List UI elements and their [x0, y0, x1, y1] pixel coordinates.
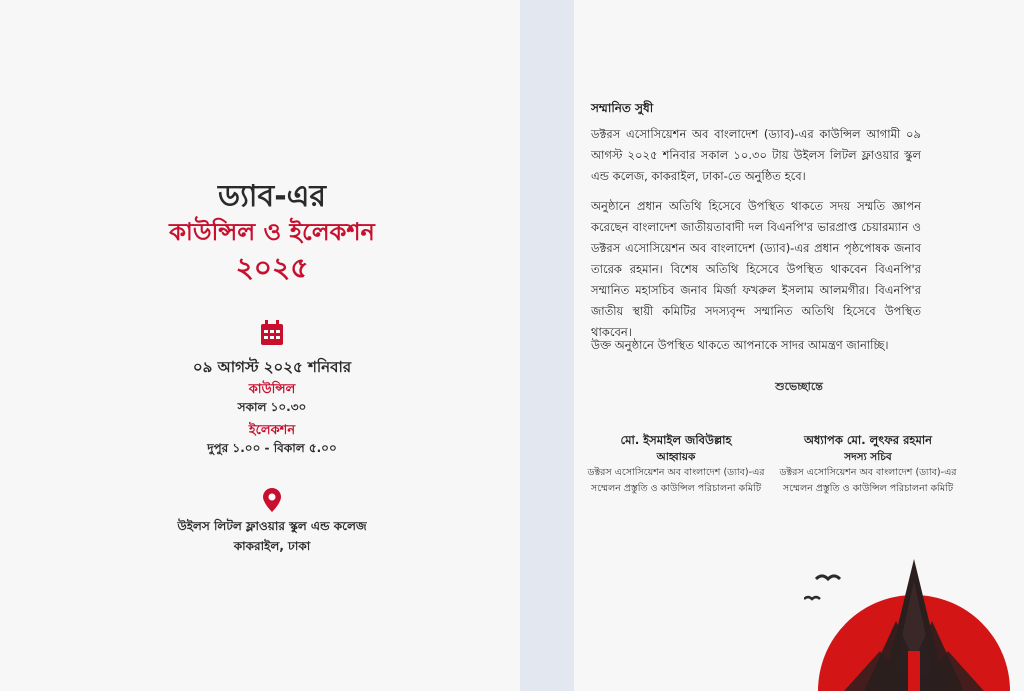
signatory-2-org-line-1: ডক্টরস এসোসিয়েশন অব বাংলাদেশ (ড্যাব)-এর	[779, 467, 957, 478]
salutation: সম্মানিত সুধী	[591, 101, 654, 115]
signatory-1-org-line-1: ডক্টরস এসোসিয়েশন অব বাংলাদেশ (ড্যাব)-এর	[587, 467, 765, 478]
bird-icon	[816, 576, 840, 579]
page-spine	[520, 0, 574, 691]
council-time: সকাল ১০.৩০	[237, 400, 307, 414]
venue-line-1: উইলস লিটল ফ্লাওয়ার স্কুল এন্ড কলেজ	[177, 519, 367, 533]
signatory-1-role: আহ্বায়ক	[656, 451, 696, 463]
venue-line-2: কাকরাইল, ঢাকা	[233, 539, 311, 553]
signatory-1-name: মো. ইসমাইল জবিউল্লাহ	[620, 433, 732, 447]
paragraph-1: ডক্টরস এসোসিয়েশন অব বাংলাদেশ (ড্যাব)-এর কাউন্সিল আগামী ০৯ আগস্ট ২০২৫ শনিবার সকাল ১০.৩০ টায় উইলস লিটল ফ্লাওয়ার স্কুল এন্ড কলেজ, কাকরাইল, ঢাকা-তে অনুষ্ঠিত হবে।	[591, 127, 921, 183]
calendar-icon	[260, 320, 284, 346]
signatory-2-role: সদস্য সচিব	[844, 451, 892, 463]
signatory-2-org-line-2: সম্মেলন প্রস্তুতি ও কাউন্সিল পরিচালনা কমিটি	[782, 483, 954, 494]
title-line-2: কাউন্সিল ও ইলেকশন	[169, 218, 375, 246]
signatory-1-org-line-2: সম্মেলন প্রস্তুতি ও কাউন্সিল পরিচালনা কমিটি	[590, 483, 762, 494]
signatory-1	[586, 431, 766, 497]
signatory-2-name: অধ্যাপক মো. লুৎফর রহমান	[803, 433, 933, 447]
closing-greeting: শুভেচ্ছান্তে	[775, 380, 823, 393]
title-line-1: ড্যাব-এর	[218, 179, 326, 214]
signatory-2	[778, 431, 958, 497]
paragraph-2: অনুষ্ঠানে প্রধান অতিথি হিসেবে উপস্থিত থাকতে সদয় সম্মতি জ্ঞাপন করেছেন বাংলাদেশ জাতীয়তাবাদী দল বিএনপি'র ভারপ্রাপ্ত চেয়ারম্যান ও ডক্টরস এসোসিয়েশন অব বাংলাদেশ (ড্যাব)-এর প্রধান পৃষ্ঠপোষক জনাব তারেক রহমান। বিশেষ অতিথি হিসেবে উপস্থিত থাকবেন বিএনপি'র সম্মানিত মহাসচিব জনাব মির্জা ফখরুল ইসলাম আলমগীর। বিএনপি'র জাতীয় স্থায়ী কমিটির সদস্যবৃন্দ সম্মানিত অতিথি হিসেবে উপস্থিত থাকবেন।	[591, 199, 921, 339]
event-date: ০৯ আগস্ট ২০২৫ শনিবার	[192, 358, 352, 376]
election-label: ইলেকশন	[248, 423, 296, 438]
paragraph-3: উক্ত অনুষ্ঠানে উপস্থিত থাকতে আপনাকে সাদর আমন্ত্রণ জানাচ্ছি।	[591, 338, 889, 352]
title-year: ২০২৫	[235, 251, 309, 284]
election-time: দুপুর ১.০০ - বিকাল ৫.০০	[207, 441, 337, 455]
location-pin-icon	[263, 488, 281, 512]
council-label: কাউন্সিল	[248, 382, 296, 397]
invitation-right-page	[574, 0, 1024, 691]
bird-icon	[804, 597, 820, 599]
national-memorial-illustration	[804, 551, 1024, 691]
